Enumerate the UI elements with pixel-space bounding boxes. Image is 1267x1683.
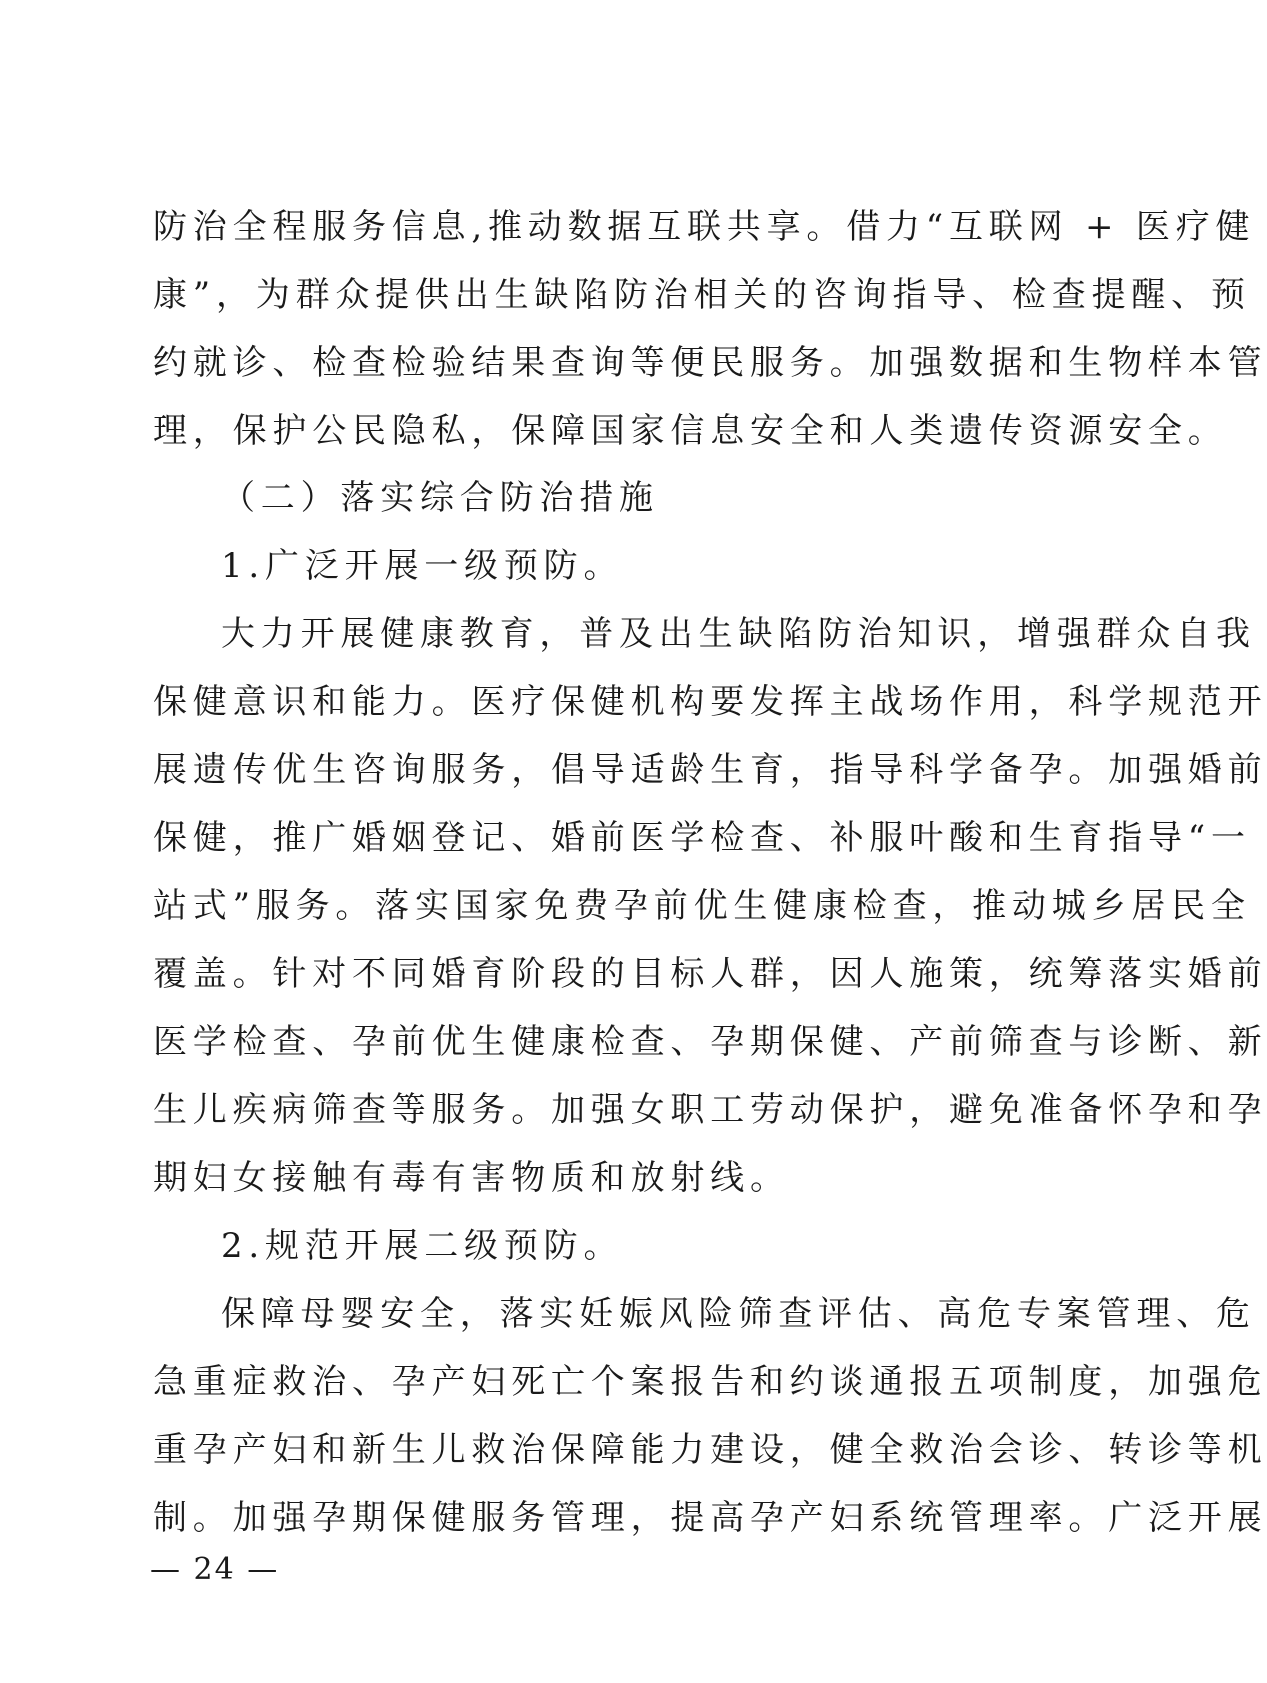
body-text-line: 康”，为群众提供出生缺陷防治相关的咨询指导、检查提醒、预 (153, 275, 1251, 315)
body-text-line: 保健，推广婚姻登记、婚前医学检查、补服叶酸和生育指导“一 (153, 818, 1251, 858)
body-text-line: 期妇女接触有毒有害物质和放射线。 (153, 1158, 790, 1198)
body-text-line: 保健意识和能力。医疗保健机构要发挥主战场作用，科学规范开 (153, 682, 1267, 722)
body-text-line: 重孕产妇和新生儿救治保障能力建设，健全救治会诊、转诊等机 (153, 1430, 1267, 1470)
body-text-line: 理，保护公民隐私，保障国家信息安全和人类遗传资源安全。 (153, 411, 1228, 451)
subsection-heading: 1.广泛开展一级预防。 (221, 546, 624, 586)
paragraph-first-line: 保障母婴安全，落实妊娠风险筛查评估、高危专案管理、危 (221, 1294, 1256, 1334)
body-text-line: 防治全程服务信息,推动数据互联共享。借力“互联网 + 医疗健 (153, 207, 1256, 247)
body-text-line: 展遗传优生咨询服务，倡导适龄生育，指导科学备孕。加强婚前 (153, 750, 1267, 790)
body-text-line: 覆盖。针对不同婚育阶段的目标人群，因人施策，统筹落实婚前 (153, 954, 1267, 994)
paragraph-first-line: 大力开展健康教育，普及出生缺陷防治知识，增强群众自我 (221, 614, 1256, 654)
subsection-heading: 2.规范开展二级预防。 (221, 1226, 624, 1266)
body-text-line: 约就诊、检查检验结果查询等便民服务。加强数据和生物样本管 (153, 343, 1267, 383)
body-text-line: 医学检查、孕前优生健康检查、孕期保健、产前筛查与诊断、新 (153, 1022, 1267, 1062)
body-text-line: 制。加强孕期保健服务管理，提高孕产妇系统管理率。广泛开展 (153, 1498, 1267, 1538)
section-heading: （二）落实综合防治措施 (221, 478, 659, 518)
body-text-line: 急重症救治、孕产妇死亡个案报告和约谈通报五项制度，加强危 (153, 1362, 1267, 1402)
page-number: — 24 — (150, 1552, 280, 1587)
body-text-line: 生儿疾病筛查等服务。加强女职工劳动保护，避免准备怀孕和孕 (153, 1090, 1267, 1130)
body-text-line: 站式”服务。落实国家免费孕前优生健康检查，推动城乡居民全 (153, 886, 1251, 926)
